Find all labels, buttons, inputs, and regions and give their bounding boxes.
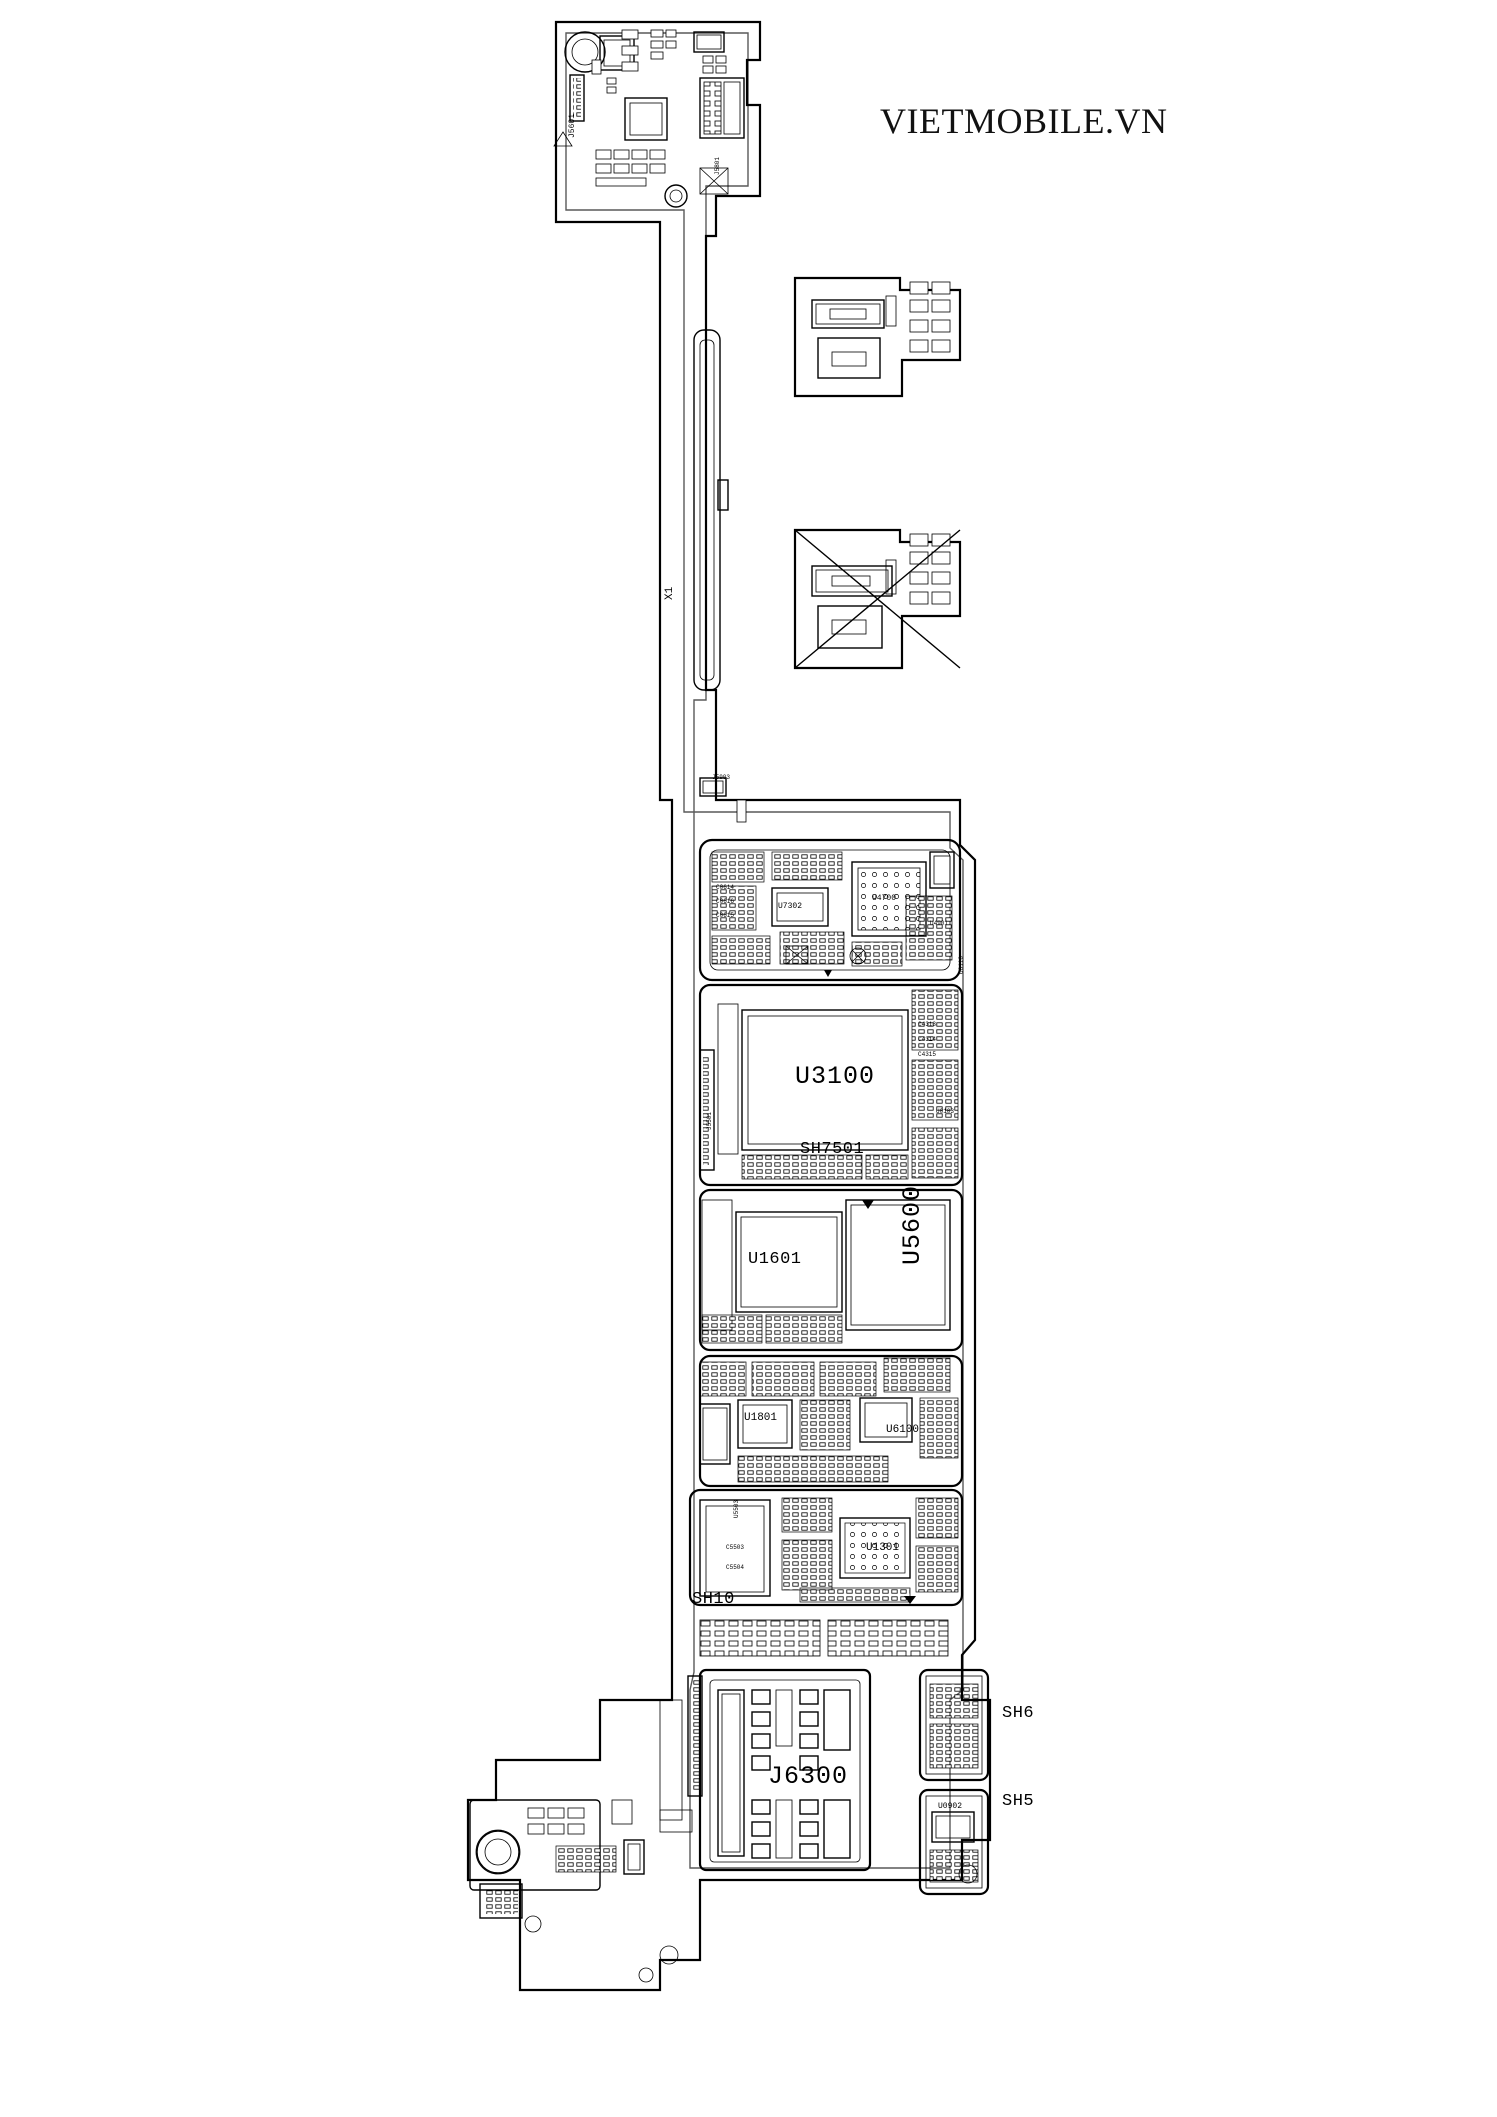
label-u5600: U5600 <box>898 1184 927 1265</box>
label-c0614: C0614 <box>716 884 735 891</box>
label-u1601: U1601 <box>748 1250 802 1269</box>
label-c4314: C4314 <box>918 1036 937 1043</box>
flex-channel <box>694 330 746 822</box>
upper-shield-region <box>700 840 960 980</box>
label-c5503: C5503 <box>726 1544 745 1551</box>
mid-region <box>700 1356 962 1486</box>
label-u4901: U4901 <box>930 920 949 927</box>
label-u6100: U6100 <box>886 1424 920 1436</box>
label-j5501: J5501 <box>706 1111 713 1130</box>
label-c4315: C4315 <box>918 1051 937 1058</box>
label-c4313: C4313 <box>918 1021 937 1028</box>
bottom-left-module <box>470 1800 692 1918</box>
label-c5504: C5504 <box>726 1564 745 1571</box>
label-j6300: J6300 <box>768 1762 849 1791</box>
label-u0103: U0103 <box>936 1108 955 1115</box>
label-sh7501: SH7501 <box>800 1140 865 1159</box>
label-sh5: SH5 <box>1002 1792 1035 1811</box>
label-u0902: U0902 <box>938 1802 963 1811</box>
label-sh6: SH6 <box>1002 1704 1035 1723</box>
label-u1801: U1801 <box>744 1412 778 1424</box>
label-sh10: SH10 <box>692 1590 735 1609</box>
label-j5903: J5903 <box>712 774 731 781</box>
label-u6110: U6110 <box>958 955 965 974</box>
label-c0616: C0616 <box>716 898 735 905</box>
label-u7302: U7302 <box>778 902 803 911</box>
label-c0615: C0615 <box>716 912 735 919</box>
label-u1301: U1301 <box>866 1542 900 1554</box>
label-u4700: U4700 <box>872 894 897 903</box>
label-j5801: J5801 <box>714 156 721 175</box>
detail-callout-bottom-crossed <box>795 530 960 668</box>
label-x1: X1 <box>664 586 676 600</box>
label-j5601: J5601 <box>568 113 577 138</box>
label-u5503: U5503 <box>733 1499 740 1518</box>
watermark-vietmobile: VIETMOBILE.VN <box>880 101 1168 141</box>
label-u3100: U3100 <box>795 1062 876 1091</box>
detail-callout-top <box>795 278 960 396</box>
